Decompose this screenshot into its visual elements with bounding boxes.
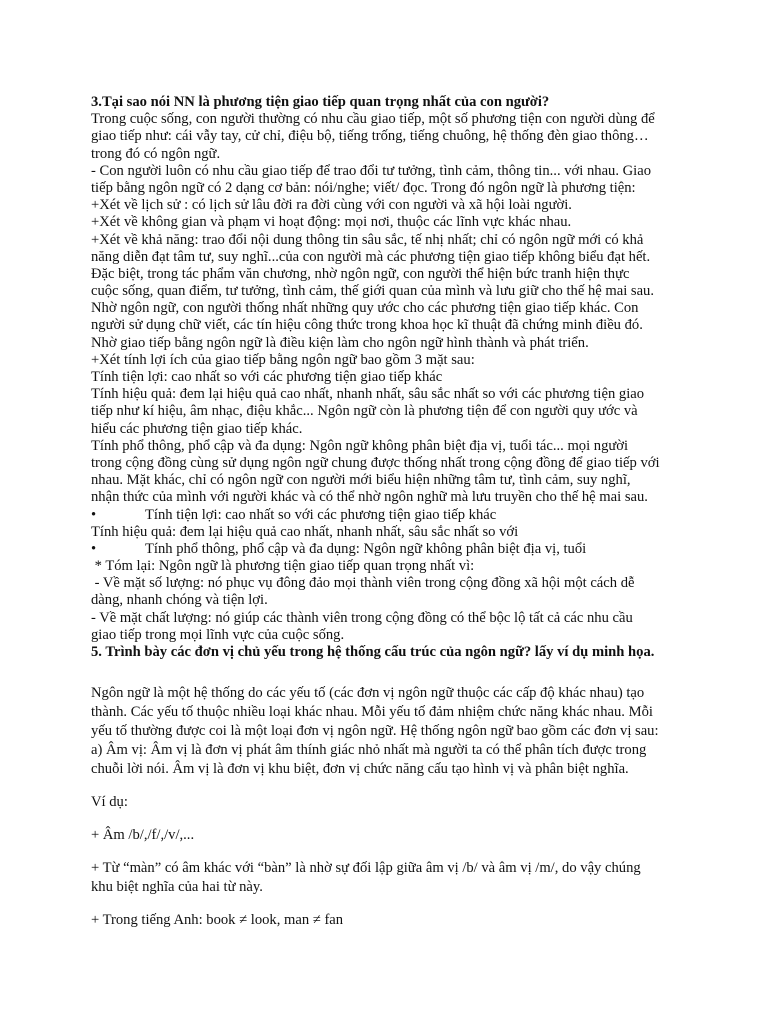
summary-line: giao tiếp trong mọi lĩnh vực của cuộc sống. bbox=[91, 626, 345, 643]
example-line: + Âm /b/,/f/,/v/,... bbox=[91, 827, 195, 843]
example-label-paragraph bbox=[91, 793, 691, 812]
body-line: a) Âm vị: Âm vị là đơn vị phát âm thính giác nhỏ nhất mà người ta có thể phân tích được trong bbox=[91, 742, 647, 758]
section-3-heading: 3.Tại sao nói NN là phương tiện giao tiếp quan trọng nhất của con người? bbox=[91, 94, 550, 110]
body-line: Tính hiệu quả: đem lại hiệu quả cao nhất, nhanh nhất, sâu sắc nhất so với bbox=[91, 523, 519, 540]
summary-line: - Về mặt số lượng: nó phục vụ đông đảo mọi thành viên trong cộng đồng xã hội một cách dễ bbox=[91, 575, 635, 592]
body-line: hiểu các phương tiện giao tiếp khác. bbox=[91, 420, 303, 437]
body-line: +Xét về lịch sử : có lịch sử lâu đời ra đời cùng với con người và xã hội loài người. bbox=[91, 197, 572, 214]
bullet-text: Tính phổ thông, phổ cập và đa dụng: Ngôn ngữ không phân biệt địa vị, tuổi bbox=[145, 540, 587, 557]
body-line: chuỗi lời nói. Âm vị là đơn vị khu biệt, đơn vị chức năng cấu tạo hình vị và phân biệt nghĩa. bbox=[91, 761, 629, 777]
body-line: giao tiếp như: cái vẫy tay, cử chỉ, điệu bộ, tiếng trống, tiếng chuông, hệ thống đèn giao thông… bbox=[91, 128, 649, 145]
section-5-heading: 5. Trình bày các đơn vị chủ yếu trong hệ thống cấu trúc của ngôn ngữ? lấy ví dụ minh họa. bbox=[91, 644, 655, 660]
body-line: nhau. Mặt khác, chỉ có ngôn ngữ con người mới biểu hiện những tâm tư, tình cảm, suy nghĩ, bbox=[91, 472, 631, 489]
summary-line: - Về mặt chất lượng: nó giúp các thành viên trong cộng đồng có thể bộc lộ tất cả các nhu cầu bbox=[91, 609, 633, 626]
body-line: - Con người luôn có nhu cầu giao tiếp để trao đổi tư tưởng, tình cảm, thông tin... với nhau. Giao bbox=[91, 162, 652, 179]
body-line: năng diễn đạt tâm tư, suy nghĩ...của con người mà các phương tiện giao tiếp không biểu đạt hết. bbox=[91, 248, 651, 265]
example-paragraph bbox=[91, 911, 691, 930]
body-line: yếu tố thường được coi là một loại đơn vị ngôn ngữ. Hệ thống ngôn ngữ bao gồm các đơn vị sau: bbox=[91, 723, 659, 739]
body-line: Tính tiện lợi: cao nhất so với các phương tiện giao tiếp khác bbox=[91, 369, 443, 385]
example-label: Ví dụ: bbox=[91, 794, 128, 810]
example-line: + Trong tiếng Anh: book ≠ look, man ≠ fan bbox=[91, 912, 344, 928]
body-line: trong cộng đồng cùng sử dụng ngôn ngữ chung được thống nhất trong cộng đồng để giao tiếp với bbox=[91, 454, 660, 471]
body-line: nhận thức của mình với người khác và có thể nhờ ngôn nghữ mà lưu truyền cho thế hệ mai sau. bbox=[91, 489, 648, 506]
bullet-item bbox=[91, 507, 691, 524]
body-line: Trong cuộc sống, con người thường có nhu cầu giao tiếp, một số phương tiện con người dùng để bbox=[91, 111, 655, 128]
body-line: +Xét về khả năng: trao đổi nội dung thông tin sâu sắc, tế nhị nhất; chỉ có ngôn ngữ mới có khả bbox=[91, 231, 644, 248]
example-paragraph bbox=[91, 859, 691, 897]
bullet-marker: • bbox=[91, 506, 97, 523]
body-line: Nhờ giao tiếp bằng ngôn ngữ là điều kiện làm cho ngôn ngữ hình thành và phát triển. bbox=[91, 334, 589, 351]
body-line: +Xét về không gian và phạm vi hoạt động: mọi nơi, thuộc các lĩnh vực khác nhau. bbox=[91, 214, 572, 231]
body-line: thành. Các yếu tố thuộc nhiều loại khác nhau. Mỗi yếu tố đảm nhiệm chức năng khác nhau. Mỗi bbox=[91, 704, 653, 720]
body-line: trong đó có ngôn ngữ. bbox=[91, 145, 221, 162]
body-line: Tính hiệu quả: đem lại hiệu quả cao nhất, nhanh nhất, sâu sắc nhất so với các phương tiện giao bbox=[91, 386, 645, 403]
bullet-text: Tính tiện lợi: cao nhất so với các phương tiện giao tiếp khác bbox=[145, 506, 497, 523]
definition-paragraph bbox=[91, 684, 691, 779]
body-line: Đặc biệt, trong tác phẩm văn chương, nhờ ngôn ngữ, con người thể hiện bức tranh hiện thực bbox=[91, 265, 630, 282]
body-line: Ngôn ngữ là một hệ thống do các yếu tố (các đơn vị ngôn ngữ thuộc các cấp độ khác nhau) tạo bbox=[91, 685, 645, 701]
example-paragraph bbox=[91, 826, 691, 845]
section-5 bbox=[91, 684, 691, 944]
body-line: tiếp như kí hiệu, âm nhạc, điệu khắc... Ngôn ngữ còn là phương tiện để con người quy ước và bbox=[91, 403, 638, 420]
body-line: Tính phổ thông, phổ cập và đa dụng: Ngôn ngữ không phân biệt địa vị, tuổi tác... mọi người bbox=[91, 437, 629, 454]
body-line: người sử dụng chữ viết, các tín hiệu công thức trong khoa học kĩ thuật đã chứng minh điều đó. bbox=[91, 317, 643, 334]
body-line: Nhờ ngôn ngữ, con người thống nhất những quy ước cho các phương tiện giao tiếp khác. Con bbox=[91, 300, 639, 317]
bullet-marker: • bbox=[91, 540, 97, 557]
body-line: cuộc sống, quan điểm, tư tưởng, tình cảm, thế giới quan của mình và lưu giữ cho thế hệ mai sau. bbox=[91, 283, 655, 300]
summary-line: dàng, nhanh chóng và tiện lợi. bbox=[91, 592, 268, 609]
example-line: khu biệt nghĩa của hai từ này. bbox=[91, 879, 263, 895]
section-3 bbox=[91, 94, 691, 661]
body-line: tiếp bằng ngôn ngữ có 2 dạng cơ bản: nói/nghe; viết/ đọc. Trong đó ngôn ngữ là phương tiện: bbox=[91, 179, 636, 196]
body-line: +Xét tính lợi ích của giao tiếp bằng ngôn ngữ bao gồm 3 mặt sau: bbox=[91, 351, 475, 368]
bullet-item bbox=[91, 541, 691, 558]
example-line: + Từ “màn” có âm khác với “bàn” là nhờ sự đối lập giữa âm vị /b/ và âm vị /m/, do vậy chúng bbox=[91, 860, 641, 876]
summary-line: * Tóm lại: Ngôn ngữ là phương tiện giao tiếp quan trọng nhất vì: bbox=[91, 558, 475, 575]
